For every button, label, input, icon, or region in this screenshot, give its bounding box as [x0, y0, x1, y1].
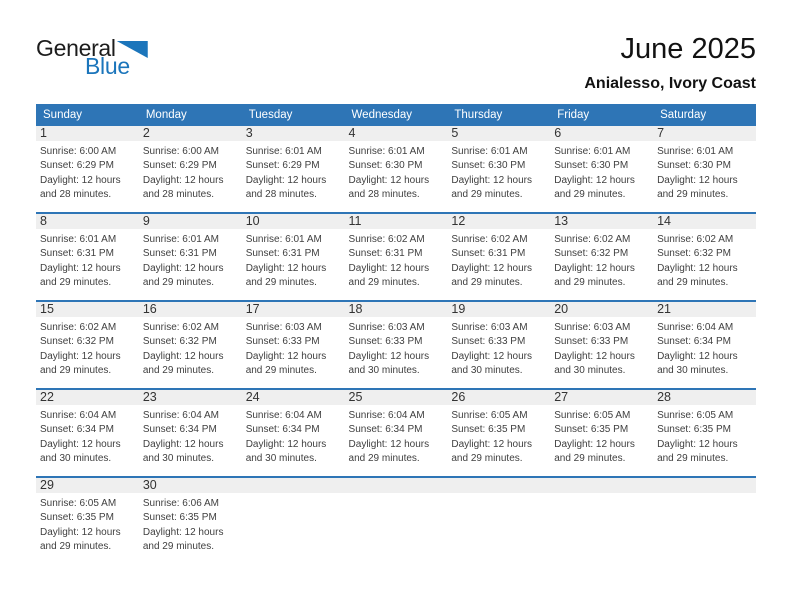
weekday-header-thursday: Thursday	[447, 104, 550, 126]
sunrise-text: Sunrise: 6:01 AM	[348, 146, 425, 157]
day-cell-26	[447, 389, 550, 477]
week-row-4	[36, 389, 756, 477]
sunrise-text: Sunrise: 6:04 AM	[657, 322, 734, 333]
day-cell-empty	[653, 477, 756, 564]
sunrise-text: Sunrise: 6:05 AM	[451, 410, 528, 421]
sunset-text: Sunset: 6:32 PM	[40, 336, 114, 348]
daylight-text: Daylight: 12 hours and 29 minutes.	[40, 526, 121, 552]
weekday-header-row	[36, 104, 756, 126]
day-cell-4	[345, 126, 448, 213]
week-row-1	[36, 126, 756, 213]
day-info	[550, 229, 650, 290]
day-cell-25	[345, 389, 448, 477]
weekday-header-monday: Monday	[139, 104, 242, 126]
day-info	[345, 317, 445, 378]
sunset-text: Sunset: 6:33 PM	[554, 336, 629, 348]
day-info	[447, 405, 547, 466]
weekday-header	[36, 104, 756, 126]
daylight-text: Daylight: 12 hours and 30 minutes.	[657, 350, 738, 376]
sunset-text: Sunset: 6:32 PM	[554, 248, 629, 260]
day-info	[36, 405, 136, 466]
weekday-header-friday: Friday	[550, 104, 653, 126]
day-cell-empty	[242, 477, 345, 564]
day-number: 22	[36, 390, 139, 405]
sunset-text: Sunset: 6:35 PM	[142, 512, 217, 524]
day-number: 4	[345, 126, 448, 141]
day-info	[36, 229, 136, 290]
sunset-text: Sunset: 6:34 PM	[40, 424, 114, 436]
day-number: 8	[36, 214, 139, 229]
daylight-text: Daylight: 12 hours and 29 minutes.	[245, 262, 327, 288]
day-info	[653, 141, 753, 202]
sunrise-text: Sunrise: 6:04 AM	[245, 410, 322, 421]
daylight-text: Daylight: 12 hours and 28 minutes.	[348, 174, 430, 200]
day-info	[139, 141, 239, 202]
day-number: 19	[447, 302, 550, 317]
day-number: 5	[447, 126, 550, 141]
sunset-text: Sunset: 6:35 PM	[657, 424, 731, 436]
day-number: 29	[36, 478, 139, 493]
daylight-text: Daylight: 12 hours and 28 minutes.	[40, 174, 121, 200]
day-cell-1	[36, 126, 139, 213]
daylight-text: Daylight: 12 hours and 30 minutes.	[245, 438, 327, 464]
sunrise-text: Sunrise: 6:01 AM	[40, 234, 117, 245]
day-info	[653, 405, 753, 466]
day-cell-6	[550, 126, 653, 213]
sunset-text: Sunset: 6:35 PM	[40, 512, 114, 524]
sunset-text: Sunset: 6:33 PM	[348, 336, 423, 348]
sunset-text: Sunset: 6:33 PM	[245, 336, 320, 348]
sunrise-text: Sunrise: 6:05 AM	[554, 410, 631, 421]
sunrise-text: Sunrise: 6:02 AM	[142, 322, 219, 333]
daylight-text: Daylight: 12 hours and 28 minutes.	[142, 174, 224, 200]
sunset-text: Sunset: 6:31 PM	[348, 248, 423, 260]
day-info	[36, 493, 136, 554]
day-info	[550, 141, 650, 202]
day-number: 2	[139, 126, 242, 141]
page-title: June 2025	[620, 33, 756, 65]
day-cell-5	[447, 126, 550, 213]
day-info	[447, 141, 547, 202]
logo-text-general: General	[36, 35, 116, 61]
day-info	[447, 317, 547, 378]
sunrise-text: Sunrise: 6:05 AM	[40, 498, 117, 509]
week-row-3	[36, 301, 756, 389]
day-cell-empty	[550, 477, 653, 564]
day-number: 26	[447, 390, 550, 405]
daylight-text: Daylight: 12 hours and 30 minutes.	[348, 350, 430, 376]
day-number: 6	[550, 126, 653, 141]
day-cell-10	[242, 213, 345, 301]
day-number: 21	[653, 302, 756, 317]
sunset-text: Sunset: 6:35 PM	[554, 424, 629, 436]
calendar-table	[36, 104, 756, 564]
day-info	[550, 317, 650, 378]
sunset-text: Sunset: 6:31 PM	[40, 248, 114, 260]
daylight-text: Daylight: 12 hours and 28 minutes.	[245, 174, 327, 200]
day-info	[36, 317, 136, 378]
day-number	[447, 478, 550, 493]
daylight-text: Daylight: 12 hours and 29 minutes.	[657, 262, 738, 288]
day-cell-29	[36, 477, 139, 564]
daylight-text: Daylight: 12 hours and 30 minutes.	[40, 438, 121, 464]
sunrise-text: Sunrise: 6:02 AM	[348, 234, 425, 245]
sunset-text: Sunset: 6:29 PM	[142, 160, 217, 172]
daylight-text: Daylight: 12 hours and 29 minutes.	[554, 174, 635, 200]
sunrise-text: Sunrise: 6:05 AM	[657, 410, 734, 421]
daylight-text: Daylight: 12 hours and 29 minutes.	[657, 438, 738, 464]
weekday-header-tuesday: Tuesday	[242, 104, 345, 126]
day-info	[242, 405, 342, 466]
day-cell-empty	[447, 477, 550, 564]
day-cell-empty	[345, 477, 448, 564]
day-number: 10	[242, 214, 345, 229]
day-info	[447, 229, 547, 290]
day-number	[242, 478, 345, 493]
logo-text-blue: Blue	[85, 53, 130, 79]
day-cell-13	[550, 213, 653, 301]
sunset-text: Sunset: 6:33 PM	[451, 336, 526, 348]
weekday-header-saturday: Saturday	[653, 104, 756, 126]
sunrise-text: Sunrise: 6:01 AM	[245, 146, 322, 157]
day-number: 1	[36, 126, 139, 141]
sunset-text: Sunset: 6:30 PM	[451, 160, 526, 172]
day-number: 16	[139, 302, 242, 317]
day-cell-7	[653, 126, 756, 213]
sunset-text: Sunset: 6:29 PM	[40, 160, 114, 172]
day-cell-16	[139, 301, 242, 389]
day-info	[242, 317, 342, 378]
sunset-text: Sunset: 6:30 PM	[657, 160, 731, 172]
day-number: 12	[447, 214, 550, 229]
day-number: 24	[242, 390, 345, 405]
day-number: 3	[242, 126, 345, 141]
day-cell-24	[242, 389, 345, 477]
day-cell-20	[550, 301, 653, 389]
daylight-text: Daylight: 12 hours and 29 minutes.	[451, 174, 532, 200]
day-info	[36, 141, 136, 202]
day-info	[242, 141, 342, 202]
sunrise-text: Sunrise: 6:01 AM	[657, 146, 734, 157]
day-info	[242, 229, 342, 290]
day-cell-3	[242, 126, 345, 213]
sunrise-text: Sunrise: 6:02 AM	[554, 234, 631, 245]
day-number: 20	[550, 302, 653, 317]
day-cell-14	[653, 213, 756, 301]
day-info	[345, 229, 445, 290]
weekday-header-wednesday: Wednesday	[345, 104, 448, 126]
sunset-text: Sunset: 6:34 PM	[657, 336, 731, 348]
daylight-text: Daylight: 12 hours and 29 minutes.	[451, 438, 532, 464]
sunrise-text: Sunrise: 6:00 AM	[40, 146, 117, 157]
sunset-text: Sunset: 6:29 PM	[245, 160, 320, 172]
daylight-text: Daylight: 12 hours and 30 minutes.	[451, 350, 532, 376]
day-number: 18	[345, 302, 448, 317]
sunrise-text: Sunrise: 6:00 AM	[142, 146, 219, 157]
sunrise-text: Sunrise: 6:01 AM	[142, 234, 219, 245]
day-number: 23	[139, 390, 242, 405]
day-info	[139, 493, 239, 554]
page-subtitle: Anialesso, Ivory Coast	[584, 75, 756, 92]
sunrise-text: Sunrise: 6:04 AM	[348, 410, 425, 421]
day-number: 28	[653, 390, 756, 405]
sunrise-text: Sunrise: 6:06 AM	[142, 498, 219, 509]
daylight-text: Daylight: 12 hours and 29 minutes.	[657, 174, 738, 200]
day-cell-15	[36, 301, 139, 389]
daylight-text: Daylight: 12 hours and 29 minutes.	[554, 438, 635, 464]
title-block	[584, 33, 756, 93]
day-number: 13	[550, 214, 653, 229]
day-info	[550, 405, 650, 466]
calendar-body	[36, 126, 756, 564]
day-info	[345, 405, 445, 466]
day-number: 11	[345, 214, 448, 229]
daylight-text: Daylight: 12 hours and 29 minutes.	[142, 262, 224, 288]
day-cell-22	[36, 389, 139, 477]
sunset-text: Sunset: 6:30 PM	[348, 160, 423, 172]
daylight-text: Daylight: 12 hours and 29 minutes.	[554, 262, 635, 288]
sunset-text: Sunset: 6:32 PM	[657, 248, 731, 260]
day-number: 14	[653, 214, 756, 229]
sunrise-text: Sunrise: 6:03 AM	[348, 322, 425, 333]
day-cell-8	[36, 213, 139, 301]
day-cell-18	[345, 301, 448, 389]
weekday-header-sunday: Sunday	[36, 104, 139, 126]
day-info	[139, 229, 239, 290]
sunset-text: Sunset: 6:34 PM	[142, 424, 217, 436]
daylight-text: Daylight: 12 hours and 29 minutes.	[348, 262, 430, 288]
sunrise-text: Sunrise: 6:01 AM	[451, 146, 528, 157]
sunrise-text: Sunrise: 6:03 AM	[554, 322, 631, 333]
day-cell-17	[242, 301, 345, 389]
sunrise-text: Sunrise: 6:03 AM	[451, 322, 528, 333]
day-info	[139, 317, 239, 378]
day-info	[653, 229, 753, 290]
day-cell-9	[139, 213, 242, 301]
day-cell-23	[139, 389, 242, 477]
week-row-2	[36, 213, 756, 301]
day-number: 17	[242, 302, 345, 317]
daylight-text: Daylight: 12 hours and 29 minutes.	[451, 262, 532, 288]
day-info	[653, 317, 753, 378]
day-cell-11	[345, 213, 448, 301]
general-blue-logo	[36, 35, 148, 79]
day-number: 25	[345, 390, 448, 405]
sunrise-text: Sunrise: 6:03 AM	[245, 322, 322, 333]
day-number: 9	[139, 214, 242, 229]
day-cell-21	[653, 301, 756, 389]
day-info	[345, 141, 445, 202]
day-cell-30	[139, 477, 242, 564]
sunrise-text: Sunrise: 6:01 AM	[554, 146, 631, 157]
sunset-text: Sunset: 6:32 PM	[142, 336, 217, 348]
sunrise-text: Sunrise: 6:01 AM	[245, 234, 322, 245]
sunset-text: Sunset: 6:34 PM	[245, 424, 320, 436]
day-number: 7	[653, 126, 756, 141]
sunset-text: Sunset: 6:35 PM	[451, 424, 526, 436]
day-number: 15	[36, 302, 139, 317]
daylight-text: Daylight: 12 hours and 30 minutes.	[142, 438, 224, 464]
day-cell-2	[139, 126, 242, 213]
sunset-text: Sunset: 6:30 PM	[554, 160, 629, 172]
day-number: 27	[550, 390, 653, 405]
daylight-text: Daylight: 12 hours and 29 minutes.	[245, 350, 327, 376]
daylight-text: Daylight: 12 hours and 30 minutes.	[554, 350, 635, 376]
day-cell-12	[447, 213, 550, 301]
sunset-text: Sunset: 6:31 PM	[245, 248, 320, 260]
day-number	[345, 478, 448, 493]
daylight-text: Daylight: 12 hours and 29 minutes.	[142, 350, 224, 376]
sunset-text: Sunset: 6:31 PM	[451, 248, 526, 260]
day-cell-19	[447, 301, 550, 389]
day-cell-27	[550, 389, 653, 477]
daylight-text: Daylight: 12 hours and 29 minutes.	[348, 438, 430, 464]
sunrise-text: Sunrise: 6:02 AM	[657, 234, 734, 245]
day-number	[550, 478, 653, 493]
daylight-text: Daylight: 12 hours and 29 minutes.	[142, 526, 224, 552]
sunset-text: Sunset: 6:31 PM	[142, 248, 217, 260]
sunrise-text: Sunrise: 6:04 AM	[142, 410, 219, 421]
sunrise-text: Sunrise: 6:02 AM	[451, 234, 528, 245]
day-info	[139, 405, 239, 466]
sunset-text: Sunset: 6:34 PM	[348, 424, 423, 436]
sunrise-text: Sunrise: 6:04 AM	[40, 410, 117, 421]
day-number: 30	[139, 478, 242, 493]
sunrise-text: Sunrise: 6:02 AM	[40, 322, 117, 333]
daylight-text: Daylight: 12 hours and 29 minutes.	[40, 262, 121, 288]
week-row-5	[36, 477, 756, 564]
day-cell-28	[653, 389, 756, 477]
daylight-text: Daylight: 12 hours and 29 minutes.	[40, 350, 121, 376]
day-number	[653, 478, 756, 493]
